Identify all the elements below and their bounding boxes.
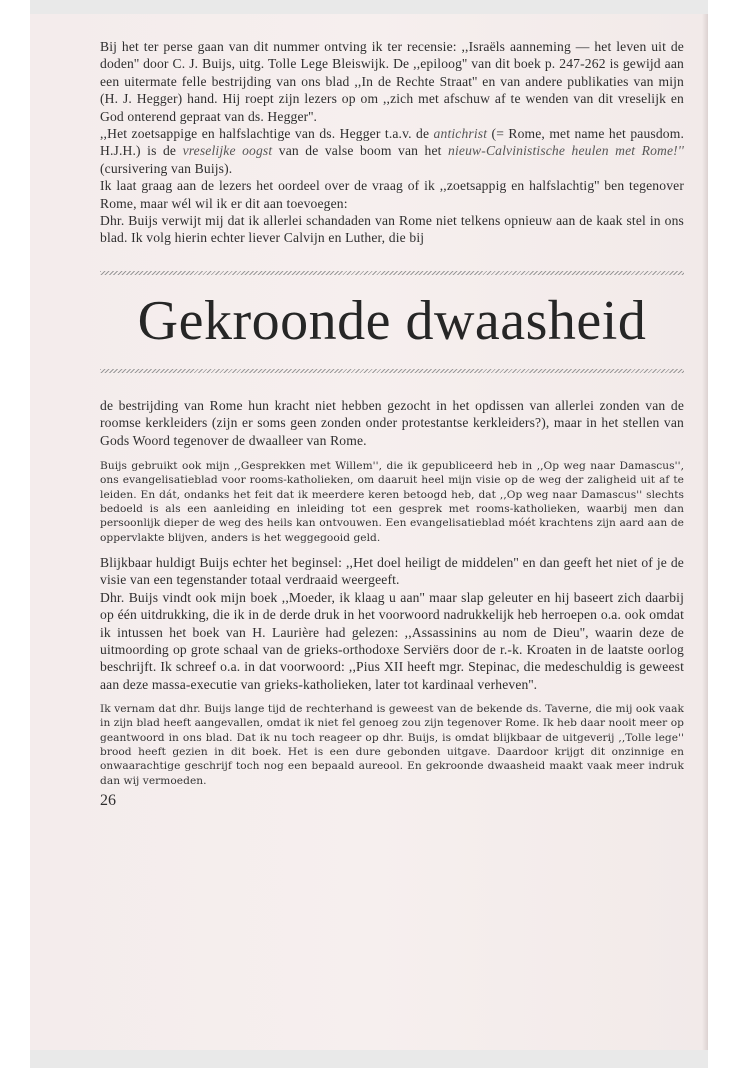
body-paragraph: Dhr. Buijs vindt ook mijn boek ,,Moeder, ik klaag u aan'' maar slap geleuter en hij baseert zich daarbij op één uitdrukking, die ik in de derde druk in het voorwoord nadrukkelijk heb herroepen o.a. ook omdat ik intussen het boek van H. Laurière had gelezen: ,,Assassinins au nom de Dieu'', waarin deze de uitmoording op grote schaal van de grieks-orthodoxe Serviërs door de r.-k. Kroaten in de laatste oorlog beschrijft. Ik schreef o.a. in dat voorwoord: ,,Pius XII heeft mgr. Stepinac, die medeschuldig is geweest aan deze massa-executie van grieks-katholieken, later tot kardinaal verheven''. — [100, 589, 684, 692]
quote-italic: vreselijke oogst — [182, 143, 273, 159]
quote-paragraph — [100, 125, 684, 177]
quote-italic: nieuw-Calvinistische heulen met Rome!'' — [448, 143, 684, 159]
small-paragraph: Buijs gebruikt ook mijn ,,Gesprekken met Willem'', die ik gepubliceerd heb in ,,Op weg naar Damascus'', ons evangelisatieblad voor rooms-katholieken, om daaruit heel mijn visie op de weg der zaligheid uit af te leiden. En dát, ondanks het feit dat ik meerdere keren betoogd heb, dat ,,Op weg naar Damascus'' slechts bedoeld is als een aanleiding en inleiding tot een gesprek met rooms-katholieken, waarbij men dan persoonlijk dieper de weg des heils kan ontvouwen. Een evangelisatieblad móét krachtens zijn aard aan de oppervlakte blijven, anders is het weggegooid geld. — [100, 460, 684, 544]
small-print-section — [100, 459, 684, 545]
body-section — [100, 397, 684, 449]
quote-text: (cursivering van Buijs). — [100, 160, 233, 176]
decorative-rule-bottom — [100, 369, 684, 373]
body-paragraph: Blijkbaar huldigt Buijs echter het beginsel: ,,Het doel heiligt de middelen'' en dan geeft het niet of je de visie van een tegenstander totaal verdraaid weergeeft. — [100, 554, 684, 588]
quote-text: (= Rome, met name het pausdom. H.J.H.) is de — [100, 126, 684, 159]
body-section — [100, 554, 684, 693]
page-number: 26 — [100, 791, 116, 809]
quote-text: ,,Het zoetsappige en halfslachtige van ds. Hegger t.a.v. de — [100, 126, 434, 142]
intro-paragraph: Dhr. Buijs verwijt mij dat ik allerlei schandaden van Rome niet telkens opnieuw aan de kaak stel in ons blad. Ik volg hierin echter liever Calvijn en Luther, die bij — [100, 213, 684, 246]
small-print-section — [100, 702, 684, 788]
page-edge-shadow — [702, 14, 708, 1050]
intro-paragraph: Ik laat graag aan de lezers het oordeel over de vraag of ik ,,zoetsappig en halfslachtig'' ben tegenover Rome, maar wél wil ik er dit aan toevoegen: — [100, 178, 684, 211]
page-content — [100, 38, 684, 810]
document-page — [30, 14, 708, 1050]
decorative-rule-top — [100, 271, 684, 275]
small-paragraph: Ik vernam dat dhr. Buijs lange tijd de rechterhand is geweest van de bekende ds. Taverne, die mij ook vaak in zijn blad heeft aangevallen, omdat ik niet fel genoeg zou zijn tegenover Rome. Ik heb daar nooit meer op geantwoord in ons blad. Dat ik nu toch reageer op dhr. Buijs, is omdat blijkbaar de uitgeverij ,,Tolle lege'' brood heeft gezien in dit boek. Het is een dure gebonden uitgave. Daardoor krijgt dit onzinnige en onwaarachtige geschrijf toch nog een bepaald aureool. En gekroonde dwaasheid maakt vaak meer indruk dan wij vermoeden. — [100, 703, 684, 787]
intro-section — [100, 38, 684, 247]
quote-text: van de valse boom van het — [272, 143, 449, 159]
article-title: Gekroonde dwaasheid — [137, 289, 647, 352]
body-paragraph: de bestrijding van Rome hun kracht niet hebben gezocht in het opdissen van allerlei zonden van de roomse kerkleiders (zijn er soms geen zonden onder protestantse kerkleiders?), maar in het stellen van Gods Woord tegenover de dwaalleer van Rome. — [100, 397, 684, 448]
intro-paragraph: Bij het ter perse gaan van dit nummer ontving ik ter recensie: ,,Israëls aanneming — het leven uit de doden'' door C. J. Buijs, uitg. Tolle Lege Bleiswijk. De ,,epiloog'' van dit boek p. 247-262 is gewijd aan een uitermate felle bestrijding van ons blad ,,In de Rechte Straat'' en van andere publikaties van mijn (H. J. Hegger) hand. Hij roept zijn lezers op om ,,zich met afschuw af te wenden van dit vreselijk en God onterend gepraat van ds. Hegger''. — [100, 39, 684, 124]
quote-italic: antichrist — [433, 126, 488, 142]
